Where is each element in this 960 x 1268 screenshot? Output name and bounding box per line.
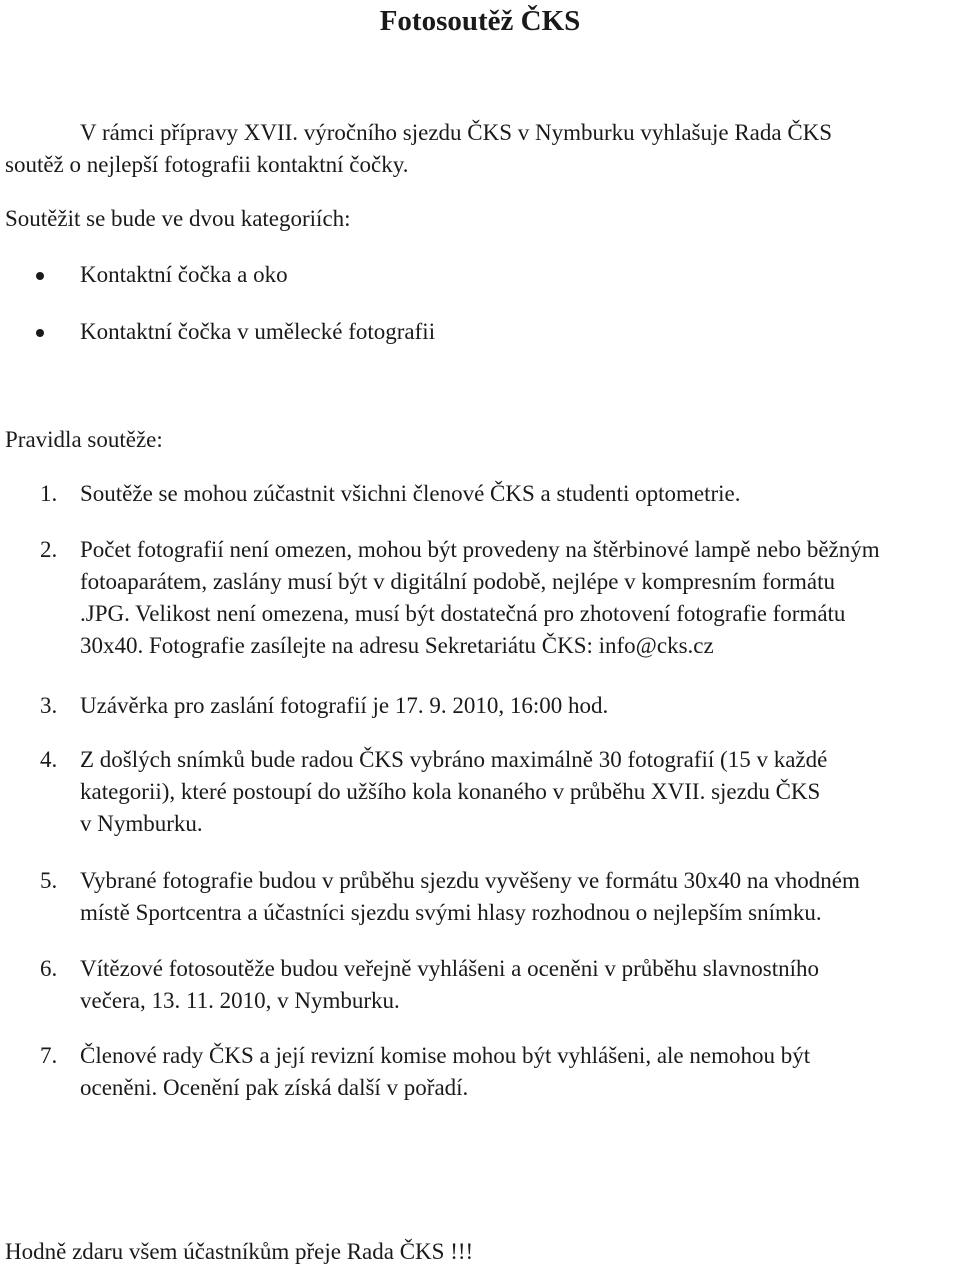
- rule-2-line-4: 30x40. Fotografie zasílejte na adresu Sekretariátu ČKS: info@cks.cz: [80, 633, 714, 658]
- rule-3-line-1: Uzávěrka pro zaslání fotografií je 17. 9. 2010, 16:00 hod.: [80, 693, 609, 718]
- rule-5-line-1: Vybrané fotografie budou v průběhu sjezdu vyvěšeny ve formátu 30x40 na vhodném: [80, 868, 860, 893]
- rule-7-line-2: oceněni. Ocenění pak získá další v pořadí.: [80, 1075, 469, 1100]
- category-item-2: Kontaktní čočka v umělecké fotografii: [80, 319, 436, 344]
- rule-number-1: 1.: [40, 481, 58, 506]
- closing-line: Hodně zdaru všem účastníkům přeje Rada ČKS !!!: [5, 1239, 474, 1264]
- rule-number-4: 4.: [40, 747, 58, 772]
- rule-item-7: [80, 1040, 960, 1104]
- rule-1-line-1: Soutěže se mohou zúčastnit všichni členové ČKS a studenti optometrie.: [80, 481, 741, 506]
- rule-number-2: 2.: [40, 537, 58, 562]
- rule-number-3: 3.: [40, 693, 58, 718]
- rule-item-1: [80, 478, 960, 510]
- rule-2-line-1: Počet fotografií není omezen, mohou být provedeny na štěrbinové lampě nebo běžným: [80, 537, 880, 562]
- rule-2-line-3: .JPG. Velikost není omezena, musí být dostatečná pro zhotovení fotografie formátu: [80, 601, 846, 626]
- bullet-icon: [36, 272, 44, 280]
- bullet-icon: [36, 329, 44, 337]
- rule-5-line-2: místě Sportcentra a účastníci sjezdu svými hlasy rozhodnou o nejlepším snímku.: [80, 900, 822, 925]
- rule-4-line-2: kategorii), které postoupí do užšího kola konaného v průběhu XVII. sjezdu ČKS: [80, 779, 821, 804]
- rule-6-line-2: večera, 13. 11. 2010, v Nymburku.: [80, 988, 400, 1013]
- rule-item-2: [80, 534, 960, 662]
- rule-item-3: [80, 690, 960, 722]
- categories-heading: Soutěžit se bude ve dvou kategoriích:: [5, 206, 351, 231]
- intro-line-2: soutěž o nejlepší fotografii kontaktní čočky.: [5, 152, 409, 177]
- rule-4-line-3: v Nymburku.: [80, 811, 203, 836]
- category-item-1: Kontaktní čočka a oko: [80, 262, 288, 287]
- rules-heading: Pravidla soutěže:: [5, 427, 163, 452]
- rule-item-4: [80, 744, 960, 840]
- document-title: Fotosoutěž ČKS: [379, 5, 581, 37]
- rule-number-5: 5.: [40, 868, 58, 893]
- rule-number-6: 6.: [40, 956, 58, 981]
- rule-4-line-1: Z došlých snímků bude radou ČKS vybráno maximálně 30 fotografií (15 v každé: [80, 747, 828, 772]
- rule-7-line-1: Členové rady ČKS a její revizní komise mohou být vyhlášeni, ale nemohou být: [80, 1043, 811, 1068]
- rule-6-line-1: Vítězové fotosoutěže budou veřejně vyhlášeni a oceněni v průběhu slavnostního: [80, 956, 819, 981]
- rule-2-line-2: fotoaparátem, zaslány musí být v digitální podobě, nejlépe v kompresním formátu: [80, 569, 835, 594]
- rule-number-7: 7.: [40, 1043, 58, 1068]
- intro-line-1: V rámci přípravy XVII. výročního sjezdu ČKS v Nymburku vyhlašuje Rada ČKS: [80, 120, 833, 145]
- rule-item-5: [80, 865, 960, 929]
- rule-item-6: [80, 953, 960, 1017]
